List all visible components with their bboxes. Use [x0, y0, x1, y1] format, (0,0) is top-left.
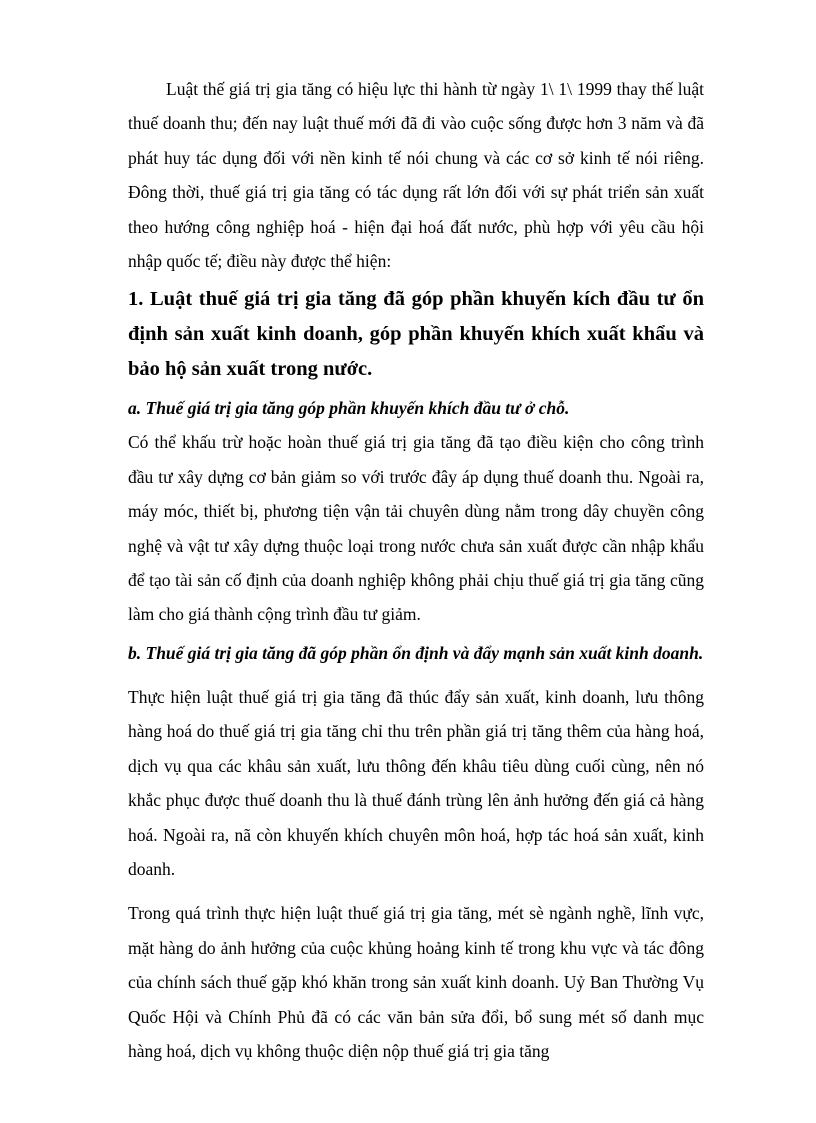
paragraph-b2: Trong quá trình thực hiện luật thuế giá trị gia tăng, mét sè ngành nghề, lĩnh vực, mặt hàng do ảnh hưởng của cuộc khủng hoảng kinh tế trong khu vực và tác đông của chính sách thuế gặp khó khăn trong sản xuất kinh doanh. Uỷ Ban Thường Vụ Quốc Hội và Chính Phủ đã có các văn bản sửa đổi, bổ sung mét số danh mục hàng hoá, dịch vụ không thuộc diện nộp thuế giá trị gia tăng — [128, 903, 704, 1061]
subsection-heading-b: b. Thuế giá trị gia tăng đã góp phần ổn định và đẩy mạnh sản xuất kinh doanh. — [128, 642, 704, 663]
intro-paragraph: Luật thế giá trị gia tăng có hiệu lực thi hành từ ngày 1\ 1\ 1999 thay thế luật thuế doanh thu; đến nay luật thuế mới đã đi vào cuộc sống được hơn 3 năm và đã phát huy tác dụng đối với nền kinh tế nói chung và các cơ sở kinh tế nói riêng. Đông thời, thuế giá trị gia tăng có tác dụng rất lớn đối với sự phát triển sản xuất theo hướng công nghiệp hoá - hiện đại hoá đất nước, phù hợp với yêu cầu hội nhập quốc tế; điều này được thể hiện: — [128, 79, 704, 272]
document-page — [128, 72, 704, 1068]
paragraph-b1: Thực hiện luật thuế giá trị gia tăng đã thúc đẩy sản xuất, kinh doanh, lưu thông hàng hoá do thuế giá trị gia tăng chỉ thu trên phần giá trị tăng thêm của hàng hoá, dịch vụ qua các khâu sản xuất, lưu thông đến khâu tiêu dùng cuối cùng, nên nó khắc phục được thuế doanh thu là thuế đánh trùng lên ảnh hưởng đến giá cả hàng hoá. Ngoài ra, nã còn khuyến khích chuyên môn hoá, hợp tác hoá sản xuất, kinh doanh. — [128, 686, 704, 879]
subsection-heading-a: a. Thuế giá trị gia tăng góp phần khuyến khích đầu tư ở chỗ. — [128, 398, 570, 419]
paragraph-a: Có thể khấu trừ hoặc hoàn thuế giá trị gia tăng đã tạo điều kiện cho công trình đầu tư xây dựng cơ bản giảm so với trước đây áp dụng thuế doanh thu. Ngoài ra, máy móc, thiết bị, phương tiện vận tải chuyên dùng nằm trong dây chuyền công nghệ và vật tư xây dựng thuộc loại trong nước chưa sản xuất được cần nhập khẩu để tạo tài sản cố định của doanh nghiệp không phải chịu thuế giá trị gia tăng cũng làm cho giá thành cộng trình đầu tư giảm. — [128, 432, 704, 625]
section-heading-1: 1. Luật thuế giá trị gia tăng đã góp phần khuyến kích đầu tư ổn định sản xuất kinh doanh, góp phần khuyến khích xuất khẩu và bảo hộ sản xuất trong nước. — [128, 288, 704, 381]
